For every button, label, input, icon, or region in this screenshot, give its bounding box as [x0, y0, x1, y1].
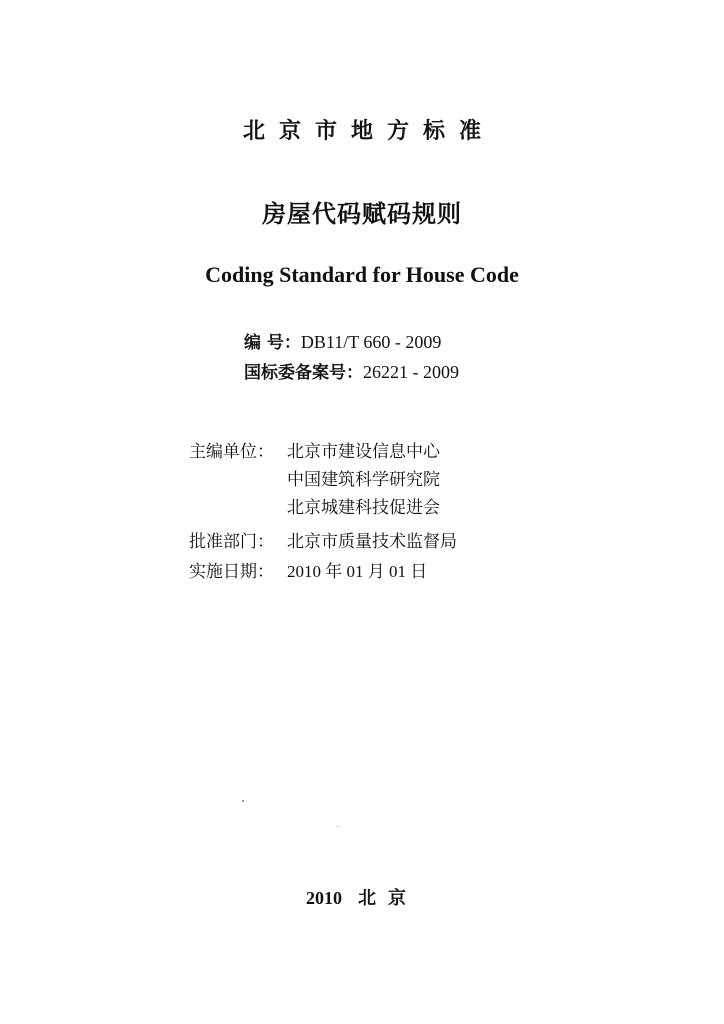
standard-number-label: 编 号： — [244, 333, 301, 353]
standard-number-value: DB11/T 660 - 2009 — [300, 332, 442, 352]
compiler-row — [189, 438, 440, 466]
standard-number-row — [244, 328, 441, 353]
series-title: 北京市地方标准 — [242, 119, 495, 144]
effective-date-value: 2010 年 01 月 01 日 — [287, 562, 428, 581]
approver-label: 批准部门： — [189, 532, 274, 552]
compiler-item: 北京市建设信息中心 — [287, 442, 440, 462]
effective-date-row — [189, 558, 427, 586]
approver-row — [189, 528, 457, 556]
approver-value: 北京市质量技术监督局 — [287, 532, 457, 552]
record-number-row — [244, 358, 459, 383]
compiler-label: 主编单位： — [189, 442, 274, 462]
footer-imprint — [0, 884, 724, 910]
scan-speck — [242, 800, 244, 802]
document-title-english: Coding Standard for House Code — [205, 262, 519, 287]
compiler-item: 北京城建科技促进会 — [287, 498, 440, 518]
scan-speck — [337, 826, 338, 827]
record-number-label: 国标委备案号： — [244, 363, 363, 383]
compiler-row-3 — [287, 494, 440, 522]
compiler-item: 中国建筑科学研究院 — [287, 470, 440, 490]
effective-date-label: 实施日期： — [189, 562, 274, 582]
footer-city: 北京 — [358, 888, 418, 909]
footer-year: 2010 — [306, 888, 342, 908]
compiler-row-2 — [287, 466, 440, 494]
record-number-value: 26221 - 2009 — [363, 362, 459, 382]
document-title: 房屋代码赋码规则 — [262, 200, 462, 228]
